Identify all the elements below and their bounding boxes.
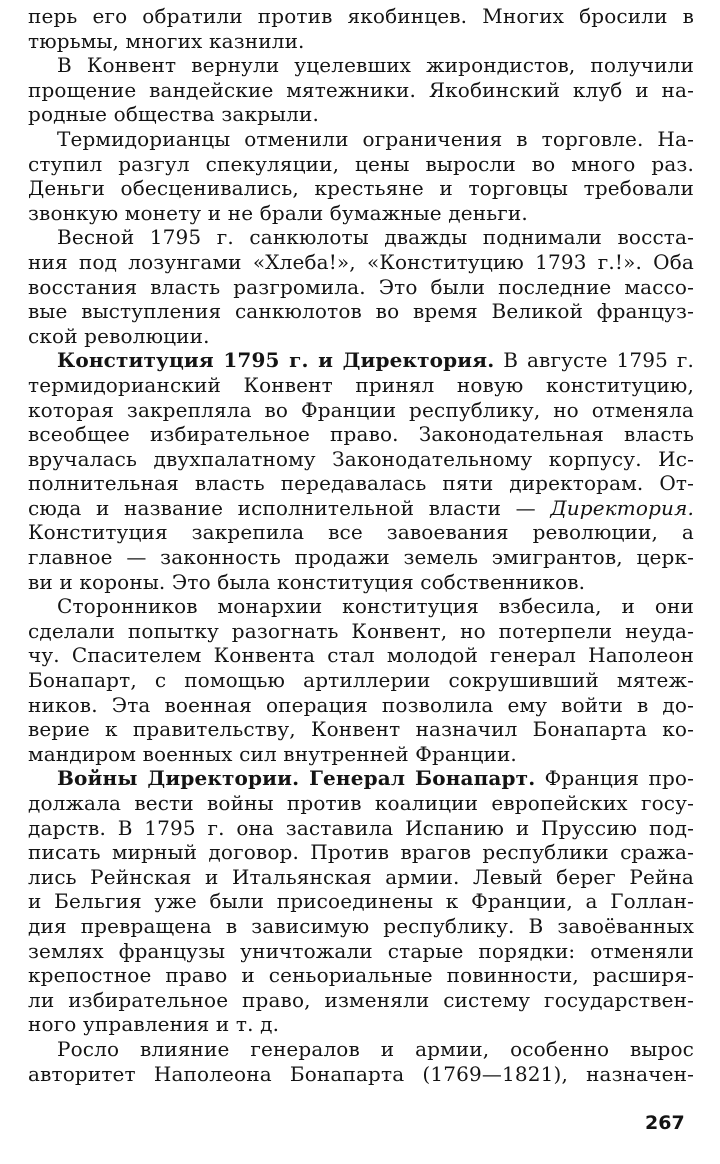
text-line: мандиром военных сил внутренней Франции. bbox=[28, 741, 517, 766]
text-line: должала вести войны против коалиции европейских госу- bbox=[28, 791, 694, 815]
text-line: тюрьмы, многих казнили. bbox=[28, 28, 305, 53]
text-line: ния под лозунгами «Хлеба!», «Конституцию 1793 г.!». Оба bbox=[28, 249, 694, 274]
text-line: чу. Спасителем Конвента стал молодой генерал Наполеон bbox=[28, 643, 694, 668]
text-line: полнительная власть передавалась пяти директорам. От- bbox=[28, 471, 694, 496]
text-line: ного управления и т. д. bbox=[28, 1012, 280, 1037]
text-line: ви и короны. Это была конституция собственников. bbox=[28, 569, 586, 594]
text-line: Конституция закрепила все завоевания революции, а bbox=[28, 520, 694, 545]
text-line: Термидорианцы отменили ограничения в торговле. На- bbox=[57, 126, 694, 151]
body-text bbox=[28, 4, 694, 1086]
text-line: Росло влияние генералов и армии, особенно вырос bbox=[57, 1036, 694, 1061]
text-line: сделали попытку разогнать Конвент, но потерпели неуда- bbox=[28, 618, 694, 643]
text-line: родные общества закрыли. bbox=[28, 102, 319, 127]
text-line: вые выступления санкюлотов во время Великой француз- bbox=[28, 299, 694, 324]
text-line: главное — законность продажи земель эмигрантов, церк- bbox=[28, 545, 694, 570]
text-line: ской революции. bbox=[28, 323, 210, 348]
text-line: ли избирательное право, изменяли систему государствен- bbox=[28, 987, 694, 1012]
text-line: которая закрепляла во Франции республику, но отменяла bbox=[28, 397, 694, 422]
text-line: Бонапарт, с помощью артиллерии сокрушивший мятеж- bbox=[28, 668, 694, 693]
text-line: дия превращена в зависимую республику. В завоёванных bbox=[28, 913, 694, 938]
text-line: авторитет Наполеона Бонапарта (1769—1821), назначен- bbox=[28, 1061, 694, 1086]
text-line: Деньги обесценивались, крестьяне и торговцы требовали bbox=[28, 176, 694, 201]
text-line: В Конвент вернули уцелевших жирондистов, получили bbox=[57, 53, 694, 78]
text-line: прощение вандейские мятежники. Якобинский клуб и на- bbox=[28, 77, 694, 102]
text-line: Сторонников монархии конституция взбесила, и они bbox=[57, 594, 694, 619]
text-line: перь его обратили против якобинцев. Многих бросили в bbox=[28, 4, 694, 28]
text-fragment: В августе 1795 г. bbox=[503, 348, 694, 373]
text-line bbox=[28, 496, 694, 521]
text-line: восстания власть разгромила. Это были последние массо- bbox=[28, 274, 694, 299]
section-heading-wars: Войны Директории. Генерал Бонапарт. bbox=[57, 766, 536, 791]
text-fragment: сюда и название исполнительной власти — bbox=[28, 495, 536, 520]
text-line: землях французы уничтожали старые порядки: отменяли bbox=[28, 938, 694, 963]
section-heading-constitution: Конституция 1795 г. и Директория. bbox=[57, 348, 495, 373]
text-line: крепостное право и сеньориальные повинности, расширя- bbox=[28, 963, 694, 988]
text-line: ников. Эта военная операция позволила ему войти в до- bbox=[28, 692, 694, 717]
text-line: писать мирный договор. Против врагов республики сража- bbox=[28, 840, 694, 865]
text-line: лись Рейнская и Итальянская армии. Левый берег Рейна bbox=[28, 864, 694, 889]
text-line: дарств. В 1795 г. она заставила Испанию и Пруссию под- bbox=[28, 815, 694, 840]
text-line: всеобщее избирательное право. Законодательная власть bbox=[28, 422, 694, 447]
text-line: и Бельгия уже были присоединены к Франции, а Голлан- bbox=[28, 889, 694, 914]
section-heading-line bbox=[28, 766, 694, 791]
term-directory: Директория. bbox=[550, 495, 694, 520]
page-number: 267 bbox=[645, 1112, 685, 1134]
text-line: звонкую монету и не брали бумажные деньги. bbox=[28, 200, 528, 225]
text-line: термидорианский Конвент принял новую конституцию, bbox=[28, 372, 694, 397]
text-line: ступил разгул спекуляции, цены выросли во много раз. bbox=[28, 151, 694, 176]
text-line: вручалась двухпалатному Законодательному корпусу. Ис- bbox=[28, 446, 694, 471]
text-line: Весной 1795 г. санкюлоты дважды поднимали восста- bbox=[57, 225, 694, 250]
text-line: верие к правительству, Конвент назначил Бонапарта ко- bbox=[28, 717, 694, 742]
text-fragment: Франция про- bbox=[544, 766, 694, 791]
section-heading-line bbox=[28, 348, 694, 373]
